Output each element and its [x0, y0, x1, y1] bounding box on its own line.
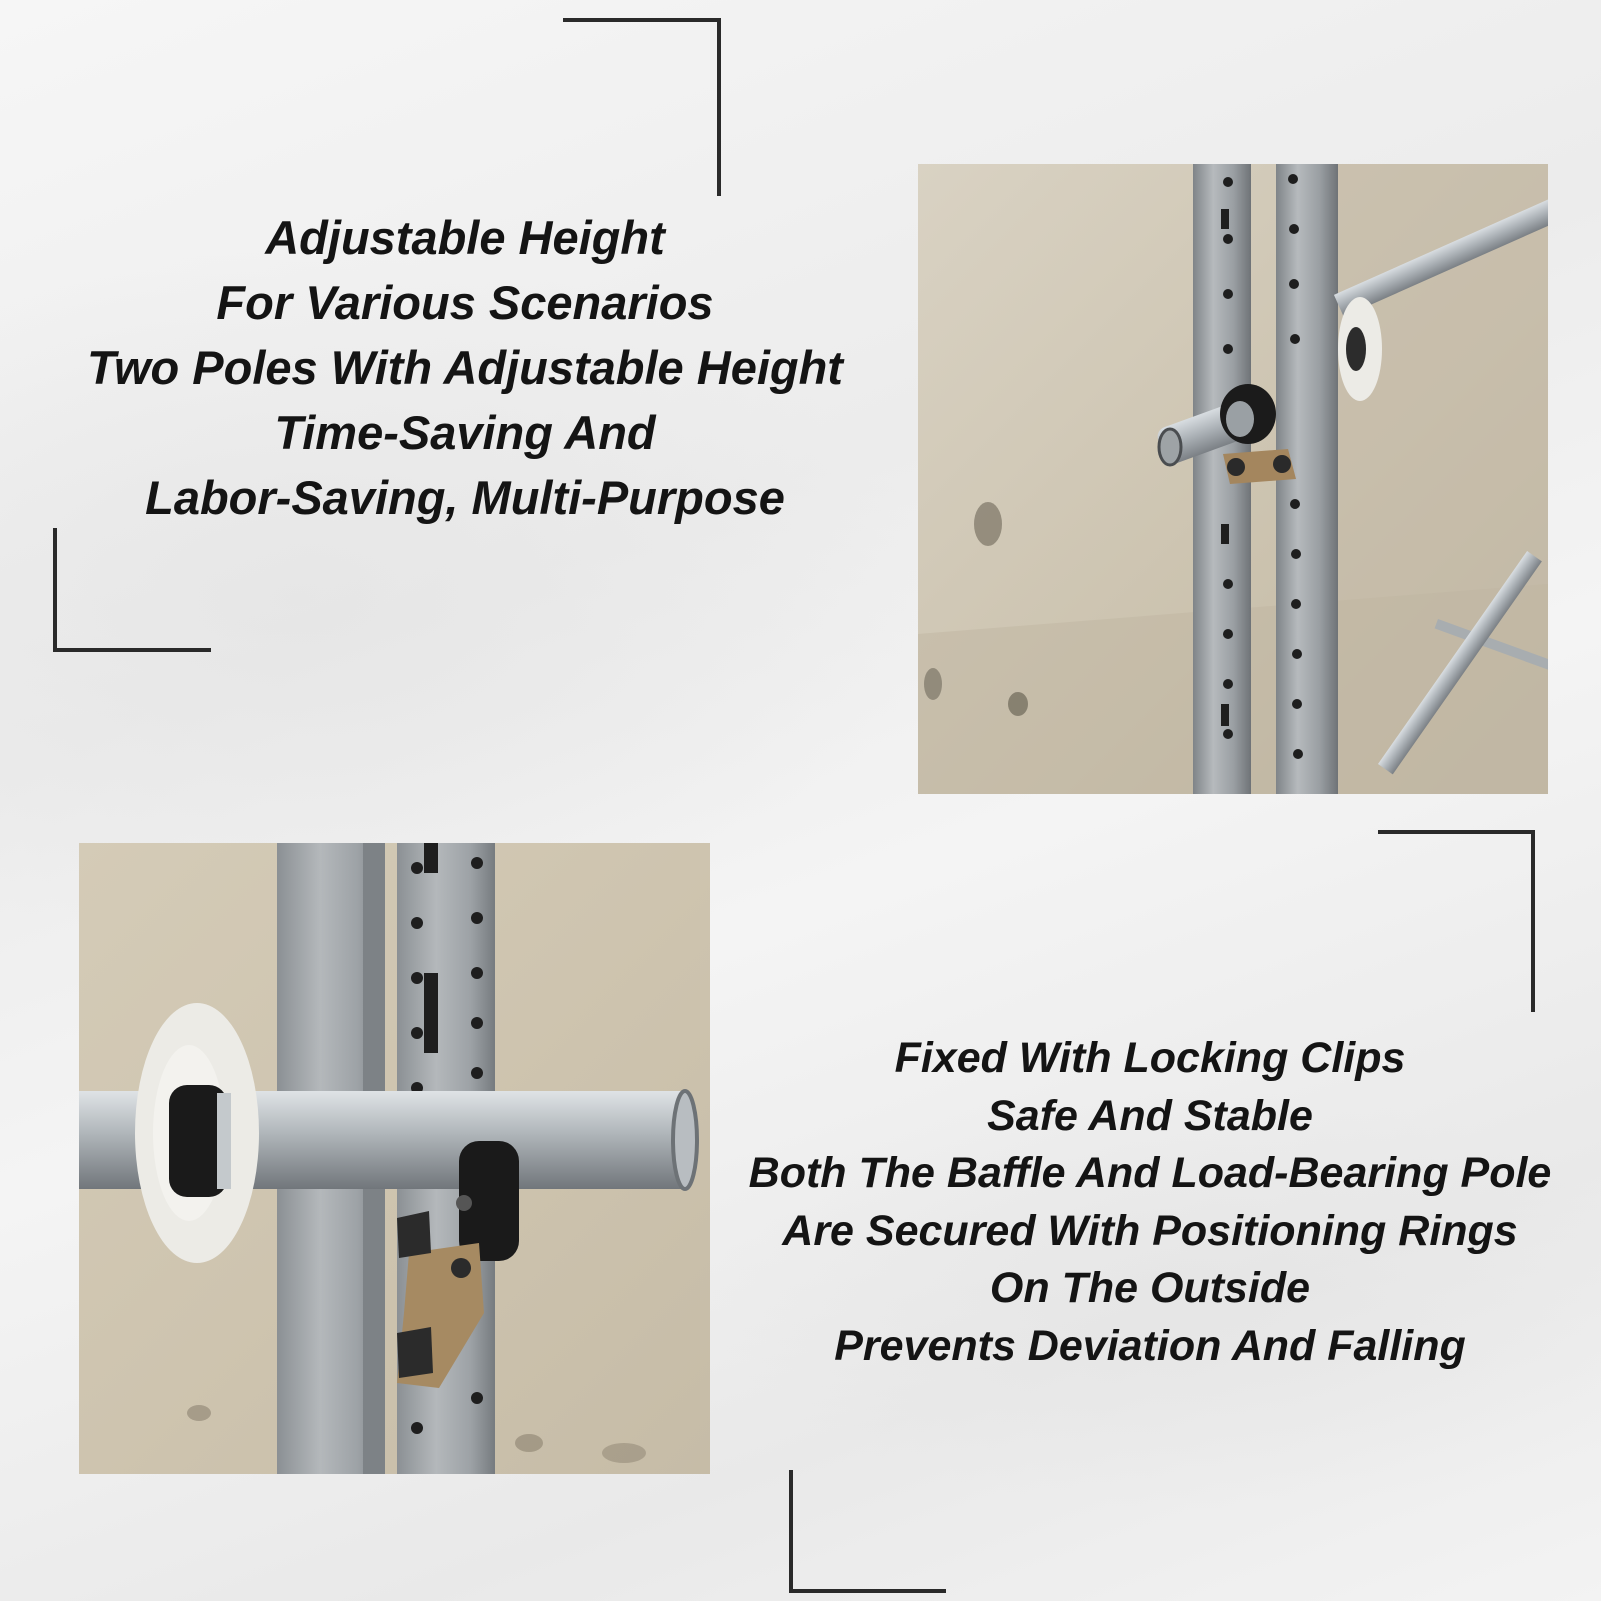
feature-line: On The Outside	[989, 1264, 1311, 1312]
feature-line: Fixed With Locking Clips	[894, 1034, 1406, 1082]
corner-bracket-bottom	[789, 1470, 946, 1593]
feature-text-height	[30, 205, 900, 530]
corner-bracket-right	[1378, 830, 1535, 1012]
feature-line: Time-Saving And	[274, 406, 656, 459]
product-photo-poles	[918, 164, 1548, 794]
feature-line: Two Poles With Adjustable Height	[87, 341, 843, 394]
feature-line: Adjustable Height	[265, 211, 665, 264]
corner-bracket-top	[563, 18, 721, 196]
feature-line: Prevents Deviation And Falling	[834, 1321, 1466, 1370]
feature-line: Both The Baffle And Load-Bearing Pole	[748, 1149, 1552, 1197]
feature-text-locking	[705, 1030, 1595, 1375]
product-photo-rings	[79, 843, 710, 1474]
feature-line: Labor-Saving, Multi-Purpose	[145, 471, 785, 524]
corner-bracket-left	[53, 528, 211, 652]
feature-line: For Various Scenarios	[216, 276, 714, 329]
feature-line: Are Secured With Positioning Rings	[782, 1206, 1518, 1255]
feature-line: Safe And Stable	[987, 1091, 1313, 1140]
